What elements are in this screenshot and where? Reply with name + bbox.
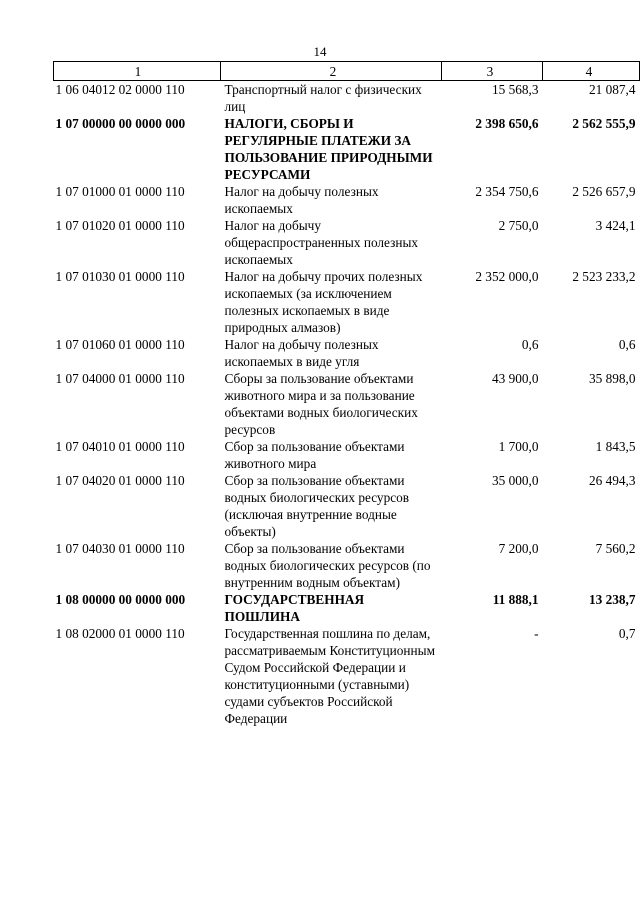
row-code: 1 07 04020 01 0000 110 (55, 473, 185, 488)
row-name: Сборы за пользование объектами животного мира и за пользование объектами водных биологических ресурсов (224, 371, 418, 437)
row-value-3: 2 354 750,6 (475, 184, 539, 199)
row-code: 1 07 04030 01 0000 110 (55, 541, 185, 556)
column-header-3: 3 (442, 62, 543, 81)
row-name: Сбор за пользование объектами животного мира (224, 439, 405, 471)
row-code: 1 06 04012 02 0000 110 (55, 82, 185, 97)
budget-table (53, 61, 640, 727)
row-name: НАЛОГИ, СБОРЫ И РЕГУЛЯРНЫЕ ПЛАТЕЖИ ЗА ПОЛЬЗОВАНИЕ ПРИРОДНЫМИ РЕСУРСАМИ (224, 116, 433, 182)
row-value-3: 15 568,3 (491, 82, 539, 97)
row-value-4: 13 238,7 (588, 592, 636, 607)
row-value-3: 43 900,0 (491, 371, 539, 386)
table-row (54, 540, 640, 591)
row-value-4: 3 424,1 (595, 218, 636, 233)
table-row (54, 81, 640, 116)
table-row (54, 625, 640, 727)
row-name: Налог на добычу полезных ископаемых в виде угля (224, 337, 379, 369)
row-code: 1 07 04010 01 0000 110 (55, 439, 185, 454)
row-code: 1 07 01000 01 0000 110 (55, 184, 185, 199)
row-name: ГОСУДАРСТВЕННАЯ ПОШЛИНА (224, 592, 365, 624)
row-value-3: 7 200,0 (498, 541, 539, 556)
row-value-3: 35 000,0 (491, 473, 539, 488)
table-row (54, 217, 640, 268)
row-value-4: 0,6 (618, 337, 636, 352)
row-value-4: 2 526 657,9 (572, 184, 636, 199)
column-header-4: 4 (543, 62, 640, 81)
row-value-3: 0,6 (521, 337, 539, 352)
row-value-4: 21 087,4 (588, 82, 636, 97)
table-row (54, 591, 640, 625)
table-row (54, 336, 640, 370)
row-code: 1 07 04000 01 0000 110 (55, 371, 185, 386)
row-value-3: 2 398 650,6 (475, 116, 539, 131)
row-name: Сбор за пользование объектами водных биологических ресурсов (исключая внутренние водные объекты) (224, 473, 410, 539)
row-value-4: 0,7 (618, 626, 636, 641)
row-code: 1 07 01030 01 0000 110 (55, 269, 185, 284)
row-code: 1 07 01020 01 0000 110 (55, 218, 185, 233)
table-row (54, 115, 640, 183)
row-name: Сбор за пользование объектами водных биологических ресурсов (по внутренним водным объектам) (224, 541, 431, 590)
table-header-row (54, 62, 640, 81)
column-header-2: 2 (221, 62, 442, 81)
row-value-3: 2 750,0 (498, 218, 539, 233)
row-value-4: 2 523 233,2 (572, 269, 636, 284)
row-name: Транспортный налог с физических лиц (224, 82, 422, 114)
row-value-4: 7 560,2 (595, 541, 636, 556)
table-row (54, 268, 640, 336)
row-value-4: 2 562 555,9 (572, 116, 636, 131)
row-name: Налог на добычу общераспространенных полезных ископаемых (224, 218, 419, 267)
row-code: 1 07 00000 00 0000 000 (55, 116, 186, 131)
row-value-3: 1 700,0 (498, 439, 539, 454)
table-row (54, 183, 640, 217)
page-number: 14 (313, 44, 327, 59)
row-value-3: 2 352 000,0 (475, 269, 539, 284)
row-value-4: 1 843,5 (595, 439, 636, 454)
row-code: 1 07 01060 01 0000 110 (55, 337, 185, 352)
row-code: 1 08 02000 01 0000 110 (55, 626, 185, 641)
row-name: Государственная пошлина по делам, рассматриваемым Конституционным Судом Российской Федерации и конституционными (уставными) судами субъектов Российской Федерации (224, 626, 436, 726)
column-header-1: 1 (54, 62, 221, 81)
table-row (54, 370, 640, 438)
row-code: 1 08 00000 00 0000 000 (55, 592, 186, 607)
row-name: Налог на добычу полезных ископаемых (224, 184, 379, 216)
row-value-3: - (534, 626, 539, 641)
row-value-4: 26 494,3 (588, 473, 636, 488)
row-value-3: 11 888,1 (492, 592, 539, 607)
row-name: Налог на добычу прочих полезных ископаемых (за исключением полезных ископаемых в виде природных алмазов) (224, 269, 423, 335)
table-row (54, 472, 640, 540)
row-value-4: 35 898,0 (588, 371, 636, 386)
table-row (54, 438, 640, 472)
